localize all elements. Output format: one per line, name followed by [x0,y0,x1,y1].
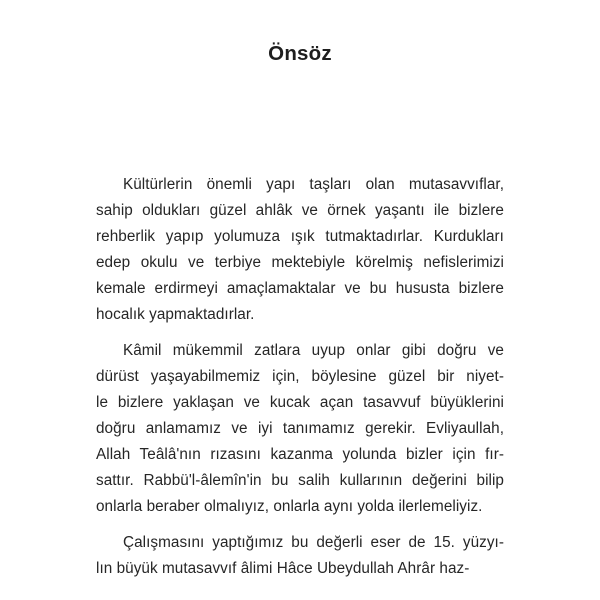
text-line: sattır. Rabbü'l-âlemîn'in bu salih kullarının değerini bilip [96,472,504,489]
text-line: kemale erdirmeyi amaçlamaktalar ve bu hususta bizlere [96,280,504,297]
page-title: Önsöz [268,41,332,65]
text-line: Çalışmasını yaptığımız bu değerli eser de 15. yüzyı- [123,534,504,551]
text-line: dürüst yaşayabilmemiz için, böylesine güzel bir niyet- [96,368,504,385]
text-line: doğru anlamamız ve iyi tanımamız gerekir. Evliyaullah, [96,420,504,437]
text-line: onlarla beraber olmalıyız, onlarla aynı yolda ilerlemeliyiz. [96,498,483,515]
paragraph-3 [96,530,504,582]
text-line: le bizlere yaklaşan ve kucak açan tasavvuf büyüklerini [96,394,504,411]
text-line: edep okulu ve terbiye mektebiyle körelmiş nefislerimizi [96,254,504,271]
text-line: Allah Teâlâ'nın rızasını kazanma yolunda bizler için fır- [96,446,504,463]
text-line: sahip oldukları güzel ahlâk ve örnek yaşantı ile bizlere [96,202,504,219]
paragraph-1 [96,172,504,328]
text-line: lın büyük mutasavvıf âlimi Hâce Ubeydullah Ahrâr haz- [96,560,470,577]
text-line: hocalık yapmaktadırlar. [96,306,255,323]
paragraph-2 [96,338,504,520]
text-line: rehberlik yapıp yolumuza ışık tutmaktadırlar. Kurdukları [96,228,504,245]
document-body [96,172,504,582]
text-line: Kâmil mükemmil zatlara uyup onlar gibi doğru ve [123,342,504,359]
text-line: Kültürlerin önemli yapı taşları olan mutasavvıflar, [123,176,504,193]
